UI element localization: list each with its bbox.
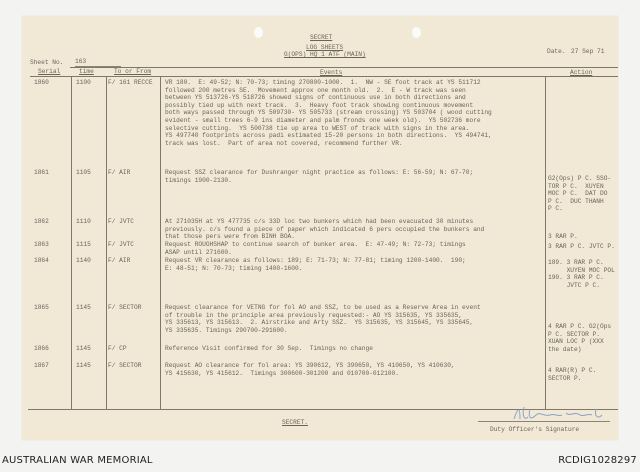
action-line: 190. 3 RAR P C. (548, 274, 604, 282)
punch-hole (412, 27, 421, 38)
date-label: Date. (547, 48, 566, 55)
events-cell (165, 362, 455, 377)
events-line: Request clearance for VETNG for fol AO and SSZ, to be used as a Reserve Area in event (165, 304, 481, 311)
events-cell (165, 241, 466, 256)
to-from-cell: F/ CP (108, 345, 127, 352)
events-line: Request VR clearance as follows: 189; E: 71-73; N: 77-81; timing 1200-1400. 190; (165, 257, 466, 264)
serial-cell: 1861 (34, 169, 49, 176)
time-cell: 1145 (76, 345, 91, 352)
unit-heading: G(OPS) HQ 1 ATF (MAIN) (284, 51, 366, 58)
action-line: SECTOR P. (548, 374, 582, 382)
action-line: XUYEN MOC POL (548, 266, 615, 274)
to-from-cell: F/ AIR (108, 257, 131, 264)
serial-cell: 1865 (34, 304, 49, 311)
events-line: evident - small trees 6-9 ins diameter and palm fronds one week old). YS 502736 more (165, 116, 481, 124)
action-line: JVTC P C. (548, 281, 600, 289)
col-header-events: Events (320, 69, 343, 76)
events-cell (165, 79, 492, 147)
action-line: G2(Ops) P C. SSO- (548, 175, 612, 182)
time-cell: 1145 (76, 304, 91, 311)
action-cell (548, 367, 596, 382)
events-line: At 271035H at YS 477735 c/s 33D loc two bunkers which had been evacuated 30 minutes (165, 218, 474, 225)
time-cell: 1145 (76, 362, 91, 369)
events-cell (165, 304, 481, 334)
time-cell: 1100 (76, 79, 91, 86)
events-line: possibly tied up with next track. 3. Heavy foot track showing continuous movement (165, 101, 474, 109)
serial-cell: 1863 (34, 241, 49, 248)
events-line: ASAP until 271600. (165, 248, 232, 256)
column-divider (160, 76, 161, 410)
events-line: Request AO clearance for fol area: YS 390612, YS 390650, YS 410650, YS 410630, (165, 362, 455, 369)
events-cell (165, 345, 373, 353)
time-cell: 1115 (76, 241, 91, 248)
signature-icon (510, 405, 610, 423)
sheet-number-label: Sheet No. (30, 59, 64, 66)
column-divider (545, 76, 546, 410)
serial-cell: 1860 (34, 79, 49, 86)
signature-label: Duty Officer's Signature (490, 426, 580, 433)
col-header-to-from: To or From (114, 68, 152, 75)
action-line: P C. SECTOR P. (548, 330, 600, 338)
time-cell: 1140 (76, 257, 91, 264)
events-line: track was lost. Part of area not covered, recommend further VR. (165, 139, 403, 147)
action-line: 3 RAR P C. JVTC P. (548, 243, 615, 250)
to-from-cell: F/ AIR (108, 169, 131, 176)
events-line: previously. c/s found a piece of paper which indicated 6 pers occupied the bunkers and (165, 225, 485, 233)
action-cell (548, 259, 615, 289)
action-line: 4 RAR P C. G2(Ops (548, 323, 612, 330)
action-line: TOR P C. XUYEN (548, 182, 604, 190)
column-header-rule (30, 76, 618, 77)
action-cell (548, 323, 611, 353)
to-from-cell: F/ SECTOR (108, 304, 142, 311)
events-line: of trouble in the principle area previously requested:- AO YS 315635, YS 335635, (165, 311, 463, 319)
events-line: E: 48-51; N: 70-73; timing 1400-1600. (165, 264, 303, 272)
column-divider (71, 76, 72, 410)
classification-bottom: SECRET. (282, 419, 308, 426)
events-line: selective cutting. YS 500738 tie up area to WEST of track with signs in the area. (165, 124, 470, 132)
action-line: the date) (548, 345, 582, 353)
events-line: Reference Visit confirmed for 30 Sep. Timings no change (165, 345, 373, 352)
events-line: VR 180. E: 49-52; N: 70-73; timing 270800-1000. 1. NW - SE foot track at YS 511712 (165, 79, 481, 86)
events-line: followed 200 metres SE. Movement approx one month old. 2. E - W track was seen (165, 86, 466, 94)
events-line: Request ROUGHSHAP to continue search of bunker area. E: 47-49; N: 72-73; timings (165, 241, 466, 248)
header-rule (70, 67, 618, 68)
events-cell (165, 169, 473, 184)
column-divider (106, 76, 107, 410)
log-sheet-page (22, 16, 618, 440)
action-line: 4 RAR(R) P C. (548, 367, 597, 374)
col-header-action: Action (570, 69, 593, 76)
action-cell (548, 175, 611, 213)
events-line: YS 335613, YS 315613. 2. Airstrike and Arty SSZ. YS 315635, YS 315645, YS 335645, (165, 319, 474, 327)
date-value: 27 Sep 71 (571, 48, 605, 55)
serial-cell: 1866 (34, 345, 49, 352)
archive-caption: AUSTRALIAN WAR MEMORIAL (2, 455, 153, 466)
events-cell (165, 257, 466, 272)
action-line: 189. 3 RAR P C. (548, 259, 604, 266)
classification-top: SECRET (310, 34, 333, 41)
action-line: P C. DUC THANH (548, 197, 604, 205)
col-header-time: time (79, 68, 94, 75)
time-cell: 1105 (76, 169, 91, 176)
punch-hole (254, 27, 263, 38)
action-line: P C. (548, 205, 563, 213)
serial-cell: 1867 (34, 362, 49, 369)
col-header-serial: Serial (38, 68, 61, 75)
events-line: that those pers were from BINH BOA. (165, 233, 295, 241)
events-cell (165, 218, 484, 241)
action-cell (548, 243, 615, 251)
time-cell: 1110 (76, 218, 91, 225)
serial-cell: 1864 (34, 257, 49, 264)
events-line: between YS 513726-YS 518726 showed signs of continuous use in both directions and (165, 94, 466, 102)
events-line: YS 335635. Timings 290700-291600. (165, 326, 288, 334)
events-line: YS 497740 footprints across padi estimated 15-20 persons in both directions. YS 494741, (165, 132, 492, 140)
serial-cell: 1862 (34, 218, 49, 225)
events-line: both ways passed through YS 509730- YS 505733 (stream crossing) YS 503704 ( wood cutting (165, 109, 492, 117)
sheet-number-value: 163 (75, 58, 121, 67)
action-cell (548, 233, 578, 241)
to-from-cell: F/ SECTOR (108, 362, 142, 369)
action-line: MOC P C. DAT DO (548, 190, 608, 198)
to-from-cell: F/ JVTC (108, 241, 134, 248)
to-from-cell: F/ 161 RECCE (108, 79, 153, 86)
to-from-cell: F/ JVTC (108, 218, 134, 225)
archive-reference: RCDIG1028297 (558, 455, 637, 466)
events-line: YS 415630, YS 415612. Timings 300600-301200 and 010700-012100. (165, 369, 399, 377)
action-line: 3 RAR P. (548, 233, 578, 240)
document-title: LOG SHEETS (306, 44, 344, 51)
action-line: XUAN LOC P (XXX (548, 338, 604, 346)
events-line: Request SSZ clearance for Dushranger night practice as follows: E: 56-59; N: 67-70; (165, 169, 474, 176)
events-line: timings 1900-2130. (165, 176, 232, 184)
